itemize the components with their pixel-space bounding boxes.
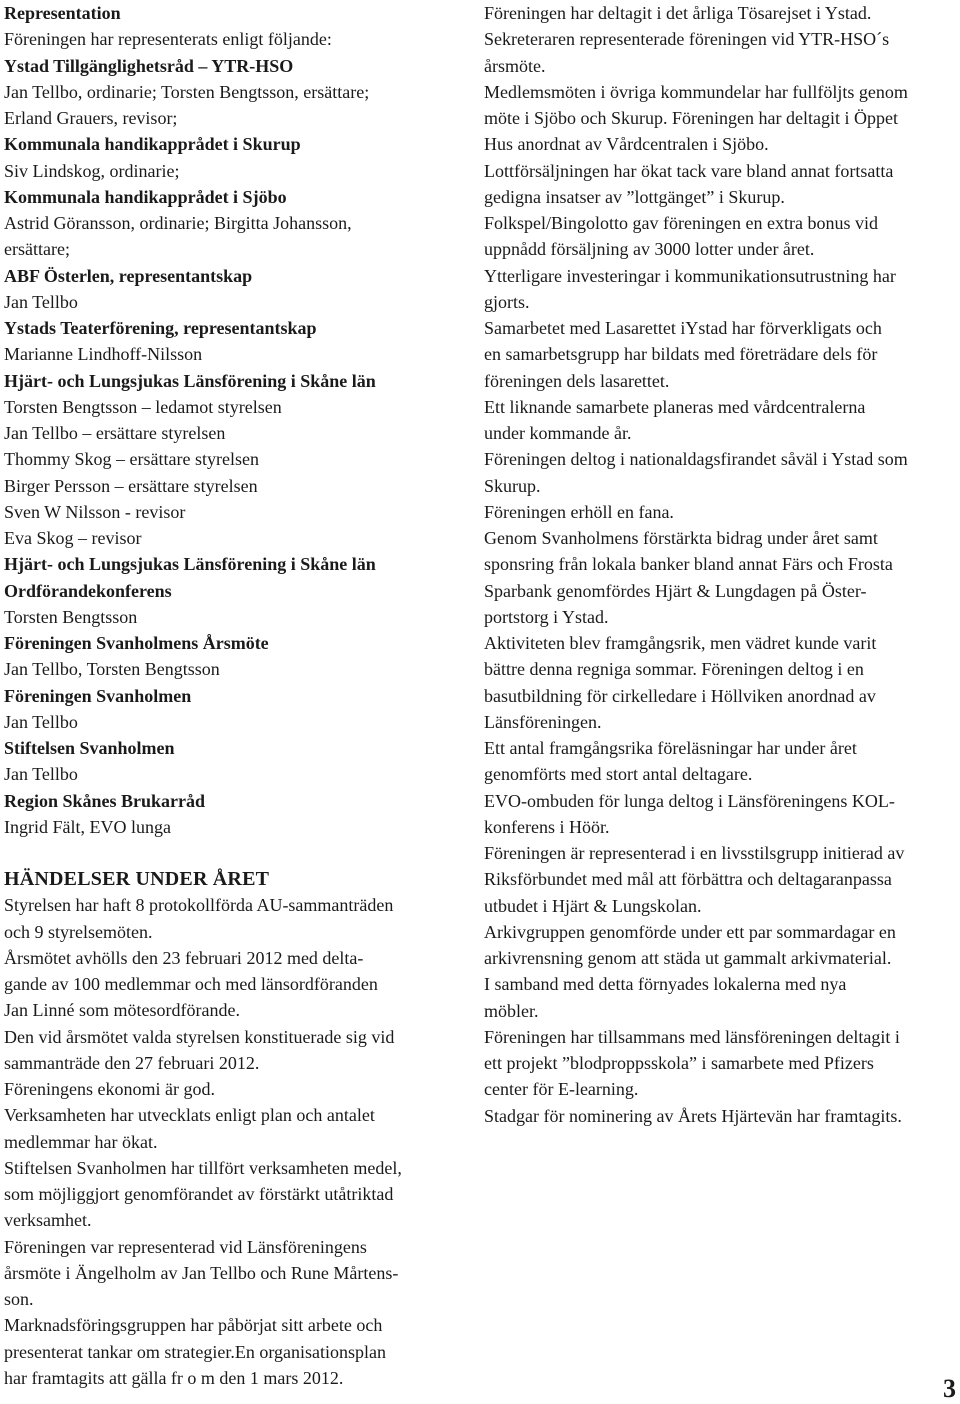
right-text-line: möbler. [484,1000,539,1021]
left-column [4,0,469,1391]
right-text-line: årsmöte. [484,55,546,76]
left-text-line: Eva Skog – revisor [4,528,142,548]
right-text-line: Arkivgruppen genomförde under ett par sommardagar en [484,921,896,942]
right-text-line: Stadgar för nominering av Årets Hjärtevän har framtagits. [484,1105,902,1126]
right-text-line: Föreningen har tillsammans med länsföreningen deltagit i [484,1026,900,1047]
left-text-line: Årsmötet avhölls den 23 februari 2012 med delta- [4,947,364,968]
right-text-line: Sekreteraren representerade föreningen vid YTR-HSO´s [484,29,890,50]
left-text-line: Föreningen har representerats enligt följande: [4,29,332,50]
left-spacer [4,840,469,866]
right-text-line: Folkspel/Bingolotto gav föreningen en extra bonus vid [484,213,878,233]
left-subheading: Ordförandekonferens [4,580,172,601]
left-text-line: Jan Tellbo – ersättare styrelsen [4,423,226,443]
right-text-line: I samband med detta förnyades lokalerna med nya [484,974,847,995]
left-text-line: som möjliggjort genomförandet av förstärkt utåtriktad [4,1184,394,1204]
left-text-line: Jan Tellbo [4,291,78,312]
right-text-line: Riksförbundet med mål att förbättra och deltagaranpassa [484,869,892,890]
left-text-line: Siv Lindskog, ordinarie; [4,160,180,181]
left-text-line: Jan Tellbo, Torsten Bengtsson [4,659,220,680]
left-subheading: ABF Österlen, representantskap [4,265,253,286]
right-text-line: Hus anordnat av Vårdcentralen i Sjöbo. [484,134,769,155]
right-text-line: en samarbetsgrupp har bildats med företrädare dels för [484,344,878,365]
right-text-line: basutbildning för cirkelledare i Höllviken anordnad av [484,685,876,706]
left-subheading: Stiftelsen Svanholmen [4,738,175,758]
left-text-line: Verksamheten har utvecklats enligt plan och antalet [4,1105,375,1126]
right-column [484,0,956,1129]
left-text-line: Den vid årsmötet valda styrelsen konstituerade sig vid [4,1026,395,1047]
left-subheading: Ystad Tillgänglighetsråd – YTR-HSO [4,55,294,76]
right-text-line: Ytterligare investeringar i kommunikationsutrustning har [484,265,896,286]
left-subheading: Kommunala handikapprådet i Sjöbo [4,186,287,207]
left-text-line: verksamhet. [4,1210,92,1231]
right-text-line: ett projekt ”blodproppsskola” i samarbete med Pfizers [484,1053,874,1073]
left-text-line: Jan Tellbo, ordinarie; Torsten Bengtsson, ersättare; [4,81,370,102]
left-subheading: Kommunala handikapprådet i Skurup [4,134,301,155]
right-text-line: Föreningen har deltagit i det årliga Tösarejset i Ystad. [484,3,872,23]
right-text-line: Medlemsmöten i övriga kommundelar har fullföljts genom [484,81,908,102]
page-number: 3 [943,1374,956,1403]
right-text-line: gedigna insatser av ”lottgänget” i Skurup. [484,186,785,207]
left-text-line: Torsten Bengtsson – ledamot styrelsen [4,396,282,417]
right-text-line: Föreningen är representerad i en livsstilsgrupp initierad av [484,843,905,863]
right-text-line: uppnådd försäljning av 3000 lotter under året. [484,239,815,260]
left-text-line: Stiftelsen Svanholmen har tillfört verksamheten medel, [4,1157,402,1178]
right-text-line: genomförts med stort antal deltagare. [484,764,753,785]
right-text-line: föreningen dels lasarettet. [484,370,670,391]
right-text-line: möte i Sjöbo och Skurup. Föreningen har deltagit i Öppet [484,108,898,128]
left-text-line: Thommy Skog – ersättare styrelsen [4,449,259,470]
right-text-line: portstorg i Ystad. [484,606,609,627]
right-text-line: Skurup. [484,475,541,496]
right-text-line: bättre denna regniga sommar. Föreningen deltog i en [484,659,864,680]
left-text-line: har framtagits att gälla fr o m den 1 mars 2012. [4,1367,344,1388]
left-text-line: Jan Linné som mötesordförande. [4,1000,240,1021]
left-subheading: Ystads Teaterförening, representantskap [4,318,317,338]
right-text-line: EVO-ombuden för lunga deltog i Länsföreningens KOL- [484,790,895,811]
right-text-line: Föreningen erhöll en fana. [484,501,674,522]
left-subheading: Föreningen Svanholmens Årsmöte [4,633,269,653]
right-text-line: Samarbetet med Lasarettet iYstad har förverkligats och [484,318,882,338]
right-text-line: Ett antal framgångsrika föreläsningar har under året [484,738,857,758]
left-text-line: medlemmar har ökat. [4,1131,158,1152]
left-text-line: årsmöte i Ängelholm av Jan Tellbo och Rune Mårtens- [4,1262,399,1283]
right-text-line: Länsföreningen. [484,711,602,732]
section-heading: HÄNDELSER UNDER ÅRET [4,868,270,890]
left-text-line: och 9 styrelsemöten. [4,921,153,942]
left-text-line: Jan Tellbo [4,764,78,785]
left-text-line: presenterat tankar om strategier.En organisationsplan [4,1341,387,1362]
right-text-line: Lottförsäljningen har ökat tack vare bland annat fortsatta [484,160,894,181]
left-text-line: Föreningen var representerad vid Länsföreningens [4,1236,367,1257]
right-text-line: arkivrensning genom att städa ut gammalt arkivmaterial. [484,948,892,968]
right-text-line: sponsring från lokala banker bland annat Färs och Frosta [484,554,893,575]
right-text-line: center för E-learning. [484,1079,639,1100]
right-text-line: gjorts. [484,291,530,312]
left-text-line: Marianne Lindhoff-Nilsson [4,344,203,365]
left-text-line: Astrid Göransson, ordinarie; Birgitta Johansson, [4,213,352,233]
left-subheading: Föreningen Svanholmen [4,685,192,706]
left-text-line: Jan Tellbo [4,711,78,732]
left-text-line: Föreningens ekonomi är god. [4,1079,215,1099]
right-text-line: Ett liknande samarbete planeras med vårdcentralerna [484,396,866,417]
right-text-line: utbudet i Hjärt & Lungskolan. [484,895,702,916]
right-text-line: Genom Svanholmens förstärkta bidrag under året samt [484,528,878,548]
left-text-line: gande av 100 medlemmar och med länsordföranden [4,974,378,994]
left-text-line: Ingrid Fält, EVO lunga [4,816,171,837]
left-subheading: Hjärt- och Lungsjukas Länsförening i Skåne län [4,554,376,575]
right-text-line: under kommande år. [484,423,632,443]
right-text-line: Aktiviteten blev framgångsrik, men vädret kunde varit [484,633,877,653]
left-subheading: Representation [4,3,121,23]
left-text-line: Marknadsföringsgruppen har påbörjat sitt arbete och [4,1315,383,1336]
left-text-line: Birger Persson – ersättare styrelsen [4,475,258,496]
right-text-line: konferens i Höör. [484,816,610,837]
right-text-line: Föreningen deltog i nationaldagsfirandet såväl i Ystad som [484,449,908,470]
left-text-line: Torsten Bengtsson [4,606,138,627]
left-text-line: son. [4,1289,34,1309]
left-text-line: ersättare; [4,239,70,260]
left-text-line: Erland Grauers, revisor; [4,108,178,128]
left-text-line: Sven W Nilsson - revisor [4,501,186,522]
left-text-line: sammanträde den 27 februari 2012. [4,1052,260,1073]
right-text-line: Sparbank genomfördes Hjärt & Lungdagen på Öster- [484,580,867,601]
left-subheading: Region Skånes Brukarråd [4,790,206,811]
left-subheading: Hjärt- och Lungsjukas Länsförening i Skåne län [4,370,376,391]
left-text-line: Styrelsen har haft 8 protokollförda AU-sammanträden [4,895,394,916]
